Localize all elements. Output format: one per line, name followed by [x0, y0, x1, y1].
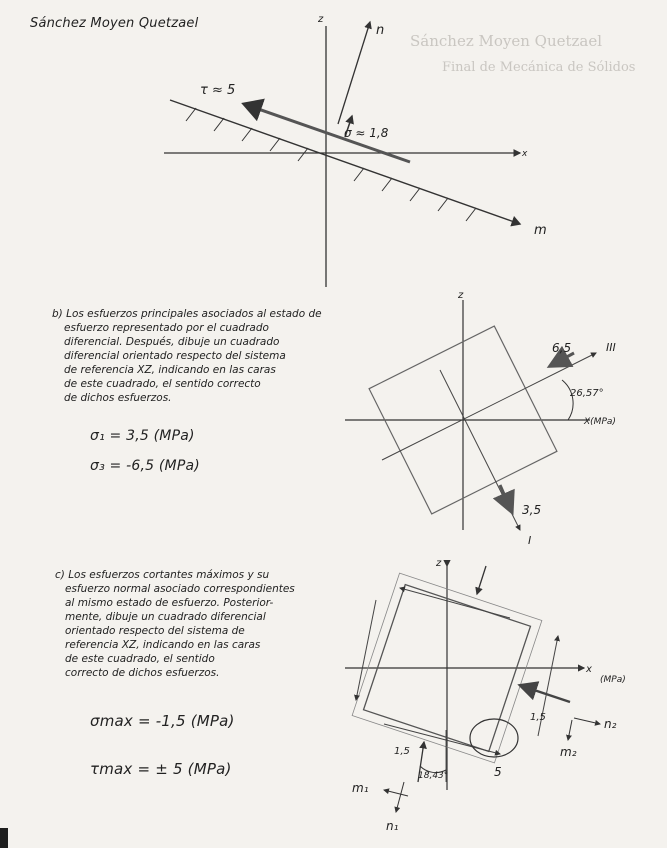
- m2-label: m₂: [560, 745, 577, 759]
- part-c-line: referencia XZ, indicando en las caras: [65, 639, 261, 651]
- part-c-line: c) Los esfuerzos cortantes máximos y su: [55, 569, 270, 581]
- shear-arrow-left: [356, 600, 376, 700]
- normal-n-label: n: [376, 23, 385, 38]
- circled-corner: [470, 719, 518, 757]
- scan-edge-shadow: [0, 828, 8, 848]
- sigma3-result: σ₃ = -6,5 (MPa): [90, 458, 200, 474]
- part-b-line: de referencia XZ, indicando en las caras: [64, 364, 276, 376]
- m2-arrow: [568, 720, 572, 740]
- part-c-line: esfuerzo normal asociado correspondientes: [65, 583, 295, 595]
- tau-label: τ ≈ 5: [200, 83, 236, 98]
- n1-arrow: [396, 782, 404, 812]
- sigma1-result: σ₁ = 3,5 (MPa): [90, 428, 195, 444]
- value-5: 5: [494, 765, 502, 779]
- m1-arrow: [384, 790, 408, 796]
- direction-III-label: III: [606, 341, 616, 354]
- n2-label: n₂: [604, 717, 617, 731]
- tau-max-result: τmax = ± 5 (MPa): [90, 760, 232, 778]
- n2-arrow: [574, 718, 600, 724]
- direction-I-label: I: [528, 534, 532, 547]
- diagram-a-x-label: x: [522, 149, 528, 159]
- diagram-b-x-label: X(MPa): [584, 417, 616, 427]
- diagram-c-z-label: z: [436, 558, 442, 569]
- part-b-line: diferencial orientado respecto del sistema: [64, 350, 286, 362]
- part-c-line: mente, dibuje un cuadrado diferencial: [65, 611, 266, 623]
- value-1.5-left: 1,5: [394, 746, 410, 757]
- n1-label: n₁: [386, 819, 399, 833]
- m1-label: m₁: [352, 781, 369, 795]
- diagram-a-z-label: z: [318, 14, 324, 25]
- value-3.5: 3,5: [522, 503, 542, 517]
- part-b-line: de este cuadrado, el sentido correcto: [64, 378, 261, 390]
- bleed-through-line-1: Sánchez Moyen Quetzael: [410, 32, 603, 50]
- m-axis-label: m: [534, 223, 547, 238]
- angle-label-c: 18,43°: [418, 771, 449, 781]
- diagram-c-x-label: x: [586, 664, 592, 675]
- part-c-line: al mismo estado de esfuerzo. Posterior-: [65, 597, 274, 609]
- part-b-line: b) Los esfuerzos principales asociados al estado de: [52, 308, 322, 320]
- part-b-line: diferencial. Después, dibuje un cuadrado: [64, 336, 280, 348]
- author-name: Sánchez Moyen Quetzael: [30, 16, 199, 31]
- value-6.5: 6,5: [552, 341, 572, 355]
- part-c-line: orientado respecto del sistema de: [65, 625, 245, 637]
- diagram-b-z-label: z: [458, 290, 464, 301]
- sigma-label: σ ≈ 1,8: [344, 126, 389, 140]
- shear-arrow-top: [400, 588, 510, 618]
- sigma-max-result: σmax = -1,5 (MPa): [90, 712, 235, 730]
- part-c-line: correcto de dichos esfuerzos.: [65, 667, 220, 679]
- value-1.5-right: 1,5: [530, 712, 546, 723]
- part-b-line: esfuerzo representado por el cuadrado: [64, 322, 269, 334]
- bleed-through-line-2: Final de Mecánica de Sólidos: [442, 60, 636, 75]
- part-c-line: de este cuadrado, el sentido: [65, 653, 215, 665]
- angle-label: 26,57°: [570, 388, 604, 399]
- part-b-line: de dichos esfuerzos.: [64, 392, 172, 404]
- diagram-c-units: (MPa): [600, 675, 626, 685]
- normal-arrow-top: [477, 566, 486, 594]
